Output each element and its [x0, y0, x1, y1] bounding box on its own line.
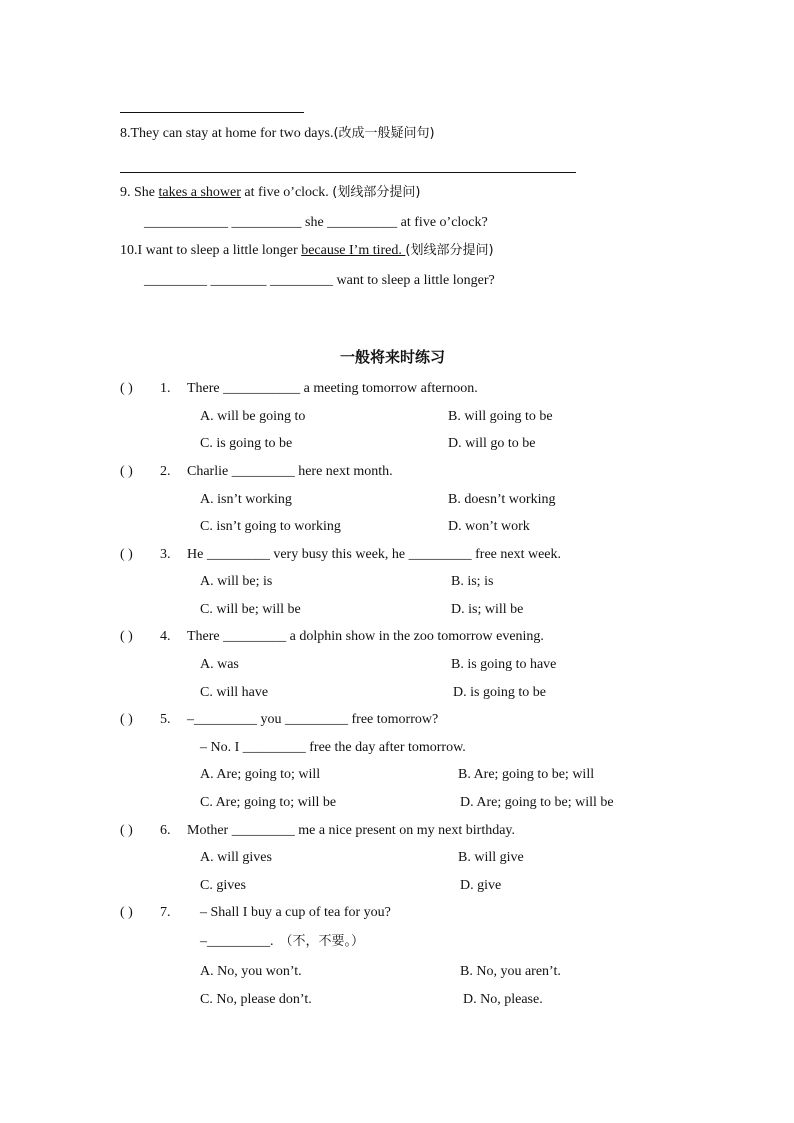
q7-reply-note: （不，不要。） [279, 934, 365, 949]
q5-option-a: A. Are; going to; will [200, 767, 321, 782]
q5-option-c: C. Are; going to; will be [200, 795, 337, 810]
q7-option-c: C. No, please don’t. [200, 992, 312, 1007]
q3-stem: He _________ very busy this week, he _________ free next week. [187, 547, 562, 562]
q3-option-c: C. will be; will be [200, 602, 301, 617]
q4-paren: ( ) [120, 629, 133, 644]
q5-paren: ( ) [120, 712, 133, 727]
q7-option-a: A. No, you won’t. [200, 964, 302, 979]
q7-option-b: B. No, you aren’t. [460, 964, 561, 979]
q6-option-a: A. will gives [200, 850, 272, 865]
q4-option-c: C. will have [200, 685, 269, 700]
question-10-instruction: (划线部分提问) [405, 243, 494, 258]
question-8-instruction: (改成一般疑问句) [333, 126, 435, 141]
question-10-answer: _________ ________ _________ want to sleep a little longer? [144, 273, 495, 288]
q1-number: 1. [160, 381, 171, 396]
q6-paren: ( ) [120, 823, 133, 838]
q2-option-a: A. isn’t working [200, 492, 292, 507]
q2-paren: ( ) [120, 464, 133, 479]
q3-option-a: A. will be; is [200, 574, 273, 589]
question-8-text: 8.They can stay at home for two days. [120, 126, 334, 141]
q7-number: 7. [160, 905, 171, 920]
q6-option-c: C. gives [200, 878, 246, 893]
question-9-answer: ____________ __________ she __________ at five o’clock? [144, 215, 488, 230]
q2-option-d: D. won’t work [448, 519, 530, 534]
q1-option-c: C. is going to be [200, 436, 293, 451]
q1-option-b: B. will going to be [448, 409, 553, 424]
q7-reply-blank: –_________. [200, 934, 274, 949]
q3-number: 3. [160, 547, 171, 562]
question-9-instruction: (划线部分提问) [332, 185, 421, 200]
q3-paren: ( ) [120, 547, 133, 562]
question-9 [120, 185, 420, 201]
q1-stem: There ___________ a meeting tomorrow afternoon. [187, 381, 478, 396]
q4-option-b: B. is going to have [451, 657, 557, 672]
q4-option-d: D. is going to be [453, 685, 546, 700]
q2-number: 2. [160, 464, 171, 479]
q6-stem: Mother _________ me a nice present on my next birthday. [187, 823, 516, 838]
question-10-pre: 10.I want to sleep a little longer [120, 243, 302, 258]
q5-stem: –_________ you _________ free tomorrow? [187, 712, 439, 727]
q7-stem-reply [200, 934, 364, 950]
q6-option-b: B. will give [458, 850, 524, 865]
q7-stem: – Shall I buy a cup of tea for you? [200, 905, 391, 920]
q2-option-b: B. doesn’t working [448, 492, 556, 507]
q5-option-d: D. Are; going to be; will be [460, 795, 614, 810]
answer-line-7 [120, 112, 304, 113]
question-9-post: at five o’clock. [240, 185, 333, 200]
q1-paren: ( ) [120, 381, 133, 396]
q4-option-a: A. was [200, 657, 239, 672]
q4-number: 4. [160, 629, 171, 644]
answer-line-8 [120, 172, 576, 173]
question-9-pre: 9. She [120, 185, 159, 200]
q5-stem-reply: – No. I _________ free the day after tomorrow. [200, 740, 466, 755]
question-9-underlined: takes a shower [158, 185, 241, 200]
q5-number: 5. [160, 712, 171, 727]
q3-option-b: B. is; is [451, 574, 494, 589]
q2-option-c: C. isn’t going to working [200, 519, 341, 534]
q7-option-d: D. No, please. [463, 992, 543, 1007]
q2-stem: Charlie _________ here next month. [187, 464, 393, 479]
q1-option-d: D. will go to be [448, 436, 536, 451]
q5-option-b: B. Are; going to be; will [458, 767, 595, 782]
q4-stem: There _________ a dolphin show in the zoo tomorrow evening. [187, 629, 544, 644]
q3-option-d: D. is; will be [451, 602, 524, 617]
question-8 [120, 126, 435, 142]
q7-paren: ( ) [120, 905, 133, 920]
q6-number: 6. [160, 823, 171, 838]
q1-option-a: A. will be going to [200, 409, 306, 424]
question-10-underlined: because I’m tired. [301, 243, 406, 258]
q6-option-d: D. give [460, 878, 502, 893]
section-title: 一般将来时练习 [340, 348, 446, 366]
question-10 [120, 243, 494, 259]
